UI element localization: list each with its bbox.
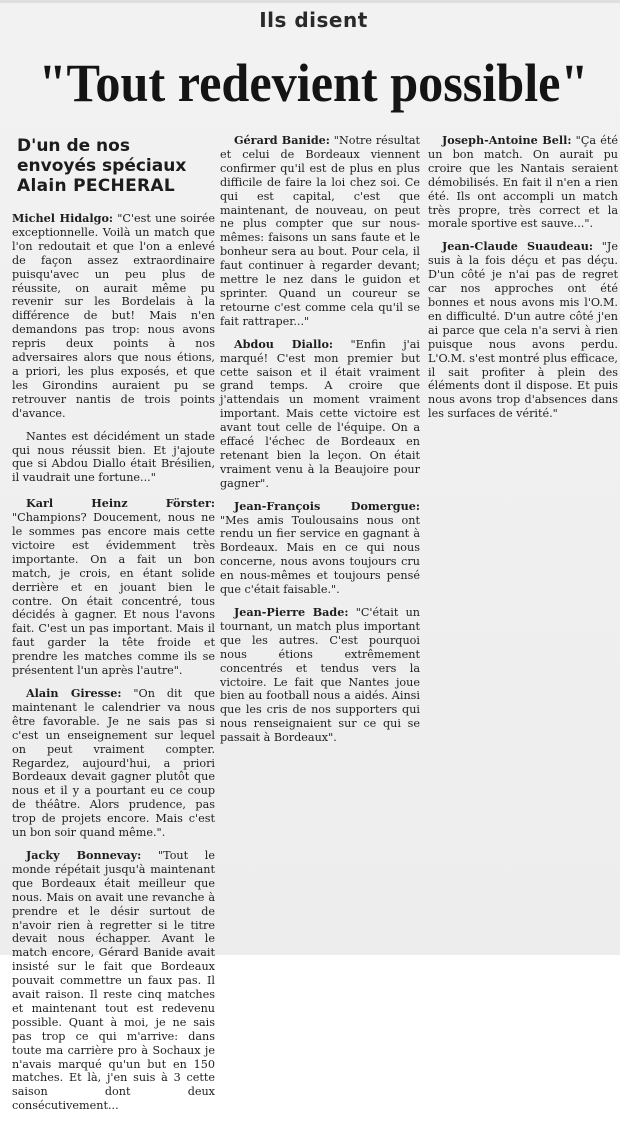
quote-paragraph — [220, 606, 420, 745]
quote-speaker: Jean-Claude Suaudeau: — [442, 239, 594, 254]
byline-line-1: D'un de nos — [17, 136, 130, 156]
quote-paragraph — [12, 430, 215, 486]
quote-text: Nantes est décidément un stade qui nous réussit bien. Et j'ajoute que si Abdou Diallo était Brésilien, il vaudrait une fortune..." — [12, 429, 215, 485]
quote-text: "On dit que maintenant le calendrier va nous être favorable. Je ne sais pas si c'est un enseignement sur lequel on peut vraiment compter. Regardez, aujourd'hui, a priori Bordeaux devait gagner plutôt que nous et il y a pourtant eu ce coup de théâtre. Alors prudence, pas trop de projets encore. Mais c'est un bon soir quand même.". — [12, 687, 215, 840]
quote-speaker: Gérard Banide: — [234, 133, 330, 147]
byline-line-2: envoyés spéciaux — [17, 156, 187, 176]
quote-text: "Je suis à la fois déçu et pas déçu. D'un côté je n'ai pas de regret car nos approches ont été bonnes et nous avons mis l'O.M. en difficulté. D'un autre côté j'en ai parce que cela n'a servi à rien puisque nous avons perdu. L'O.M. s'est montré plus efficace, il sait profiter à plein des éléments dont il dispose. Et puis nous avons trop d'absences dans les surfaces de vérité." — [428, 240, 619, 421]
quote-speaker: Jean-Pierre Bade: — [234, 605, 349, 619]
byline — [12, 136, 215, 196]
quote-paragraph — [12, 212, 215, 421]
article-kicker: Ils disent — [259, 8, 368, 32]
quote-text: "C'était un tournant, un match plus important que les autres. C'est pourquoi nous étions extrêmement concentrés et tendus vers la victoire. Le fait que Nantes joue bien au football nous a aidés. Ainsi que les cris de nos supporters qui nous renseignaient sur ce qui se passait à Bordeaux". — [220, 606, 421, 745]
quote-paragraph — [12, 687, 215, 840]
quote-text: "Tout le monde répétait jusqu'à maintenant que Bordeaux était meilleur que nous. Mais on avait une revanche à prendre et le désir surtout de n'avoir rien à regretter si le titre devait nous échapper. Avant le match encore, Gérard Banide avait insisté sur le fait que Bordeaux pouvait commettre un faux pas. Il avait raison. Il reste cinq matches et maintenant tout est redevenu possible. Quant à moi, je ne sais pas trop ce qui m'arrive: dans toute ma carrière pro à Sochaux je n'avais marqué qu'un but en 150 matches. Et là, j'en suis à 3 cette saison dont deux consécutivement... — [12, 848, 215, 1113]
article-column-1 — [12, 134, 215, 1122]
quote-speaker: Joseph-Antoine Bell: — [442, 133, 572, 147]
quote-paragraph — [220, 500, 420, 597]
scan-edge-top — [0, 0, 627, 3]
quote-paragraph — [12, 497, 215, 678]
article-column-2 — [220, 134, 420, 754]
quote-text: "Enfin j'ai marqué! C'est mon premier but cette saison et il était vraiment grand temps. A croire que j'attendais un moment vraiment important. Mais cette victoire est avant tout celle de l'équipe. On a effacé l'échec de Bordeaux en retenant bien la leçon. On était vraiment venu à la Beaujoire pour gagner". — [220, 337, 421, 490]
byline-author: Alain PECHERAL — [17, 176, 175, 196]
quote-text: "Champions? Doucement, nous ne le sommes pas encore mais cette victoire est évidemment très importante. On a fait un bon match, je crois, en étant solide derrière et en jouant bien le contre. On était concentré, tous décidés à gagner. Et nous l'avons fait. C'est un pas important. Mais il faut garder la tête froide et prendre les matches comme ils se présentent l'un après l'autre". — [12, 511, 215, 678]
quote-paragraph — [220, 134, 420, 329]
quote-text: "Mes amis Toulousains nous ont rendu un fier service en gagnant à Bordeaux. Mais en ce qui nous concerne, nous avons toujours cru en nous-mêmes et toujours pensé que c'était faisable.". — [220, 513, 420, 597]
quote-paragraph — [428, 134, 618, 231]
quote-text: "Notre résultat et celui de Bordeaux viennent confirmer qu'il est de plus en plus difficile de faire la loi chez soi. Ce qui est capital, c'est que maintenant, de nouveau, on peut ne plus compter que sur nous-mêmes: faisons un sans faute et le bonheur sera au bout. Pour cela, il faut continuer à regarder devant; mettre le nez dans le guidon et sprinter. Quand un coureur se retourne c'est comme cela qu'il se fait rattraper..." — [220, 134, 420, 328]
quote-paragraph — [428, 240, 618, 421]
article-column-3 — [428, 134, 618, 430]
quote-speaker: Abdou Diallo: — [234, 336, 334, 351]
quote-paragraph — [220, 338, 420, 491]
quote-text: "C'est une soirée exceptionnelle. Voilà un match que l'on redoutait et que l'on a enlevé de façon assez extraordinaire puisqu'avec un peu plus de réussite, on aurait même pu revenir sur les Bordelais à la différence de but! Mais n'en demandons pas trop: nous avons repris deux points à nos adversaires alors que nous étions, a priori, les plus exposés, et que les Girondins auraient pu se retrouver nantis de trois points d'avance. — [12, 212, 216, 420]
quote-text: "Ça été un bon match. On aurait pu croire que les Nantais seraient démobilisés. En fait il n'en a rien été. Ils ont accompli un match très propre, très correct et la morale sportive est sauve...". — [428, 134, 618, 231]
quote-speaker: Jean-François Domergue: — [234, 498, 420, 513]
quote-speaker: Karl Heinz Förster: — [26, 496, 215, 511]
quote-speaker: Michel Hidalgo: — [12, 211, 114, 225]
scan-edge-right — [620, 0, 627, 955]
quote-speaker: Alain Giresse: — [26, 686, 122, 700]
quote-speaker: Jacky Bonnevay: — [26, 847, 142, 862]
article-headline: "Tout redevient possible" — [38, 53, 589, 113]
quote-paragraph — [12, 849, 215, 1113]
